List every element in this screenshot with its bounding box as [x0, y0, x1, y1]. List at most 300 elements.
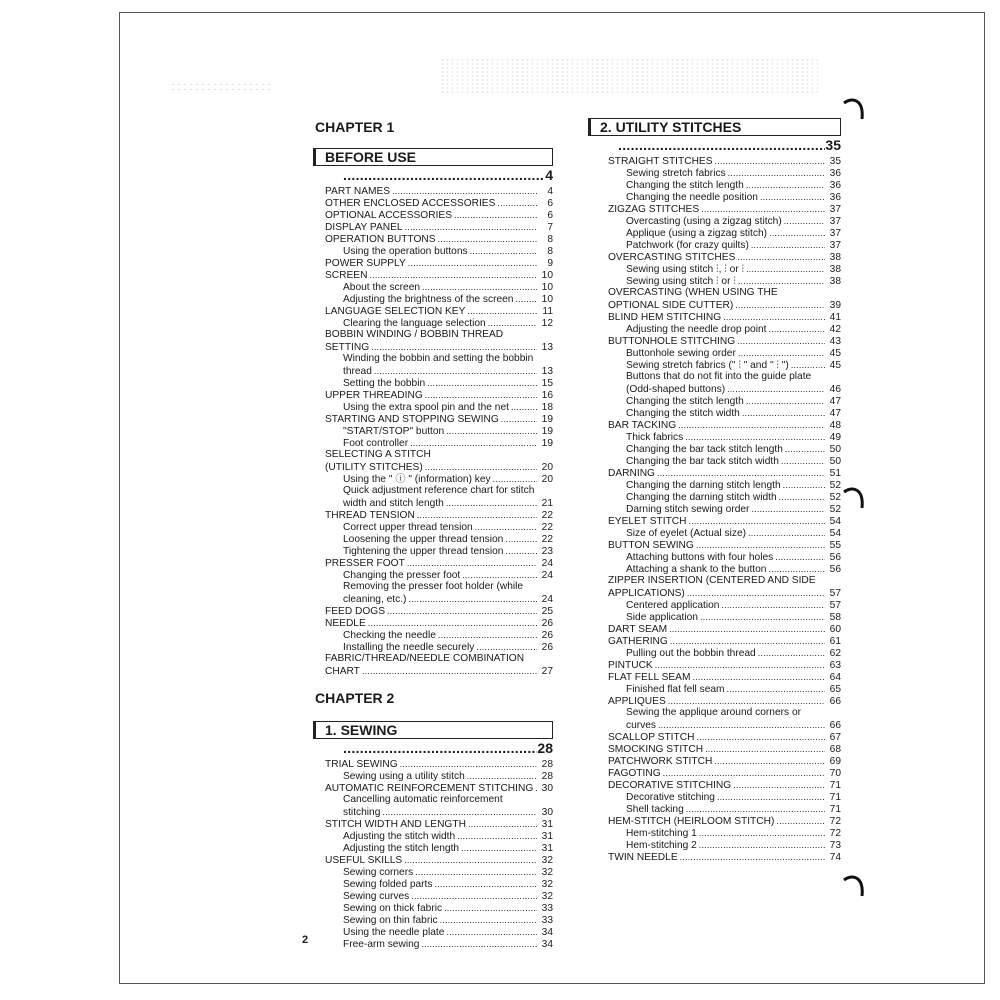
- toc-entry-title: (Odd-shaped buttons): [626, 384, 726, 395]
- toc-entry-page: 37: [829, 204, 841, 215]
- toc-entry: [588, 275, 841, 287]
- toc-entry-page: 52: [829, 504, 841, 515]
- toc-entry-title: EYELET STITCH: [608, 516, 687, 527]
- toc-entry-title: Sewing stretch fabrics: [626, 168, 726, 179]
- toc-entry-title: BLIND HEM STITCHING: [608, 312, 722, 323]
- toc-entry-page: 16: [541, 390, 553, 401]
- toc-entry: [313, 509, 553, 521]
- toc-entry-page: 52: [829, 492, 841, 503]
- toc-entry: [588, 695, 841, 707]
- toc-entry: [588, 743, 841, 755]
- toc-entry-page: 24: [541, 594, 553, 605]
- toc-entry: [313, 593, 553, 605]
- toc-entry-title: TRIAL SEWING: [325, 759, 398, 770]
- toc-entry-title: APPLICATIONS): [608, 588, 685, 599]
- toc-entry-page: 4: [547, 186, 553, 197]
- section-title: 1. SEWING: [313, 721, 553, 739]
- toc-entry-title: Applique (using a zigzag stitch): [626, 228, 768, 239]
- toc-entry-page: 68: [829, 744, 841, 755]
- toc-entry-page: 47: [829, 396, 841, 407]
- toc-entry-title: STITCH WIDTH AND LENGTH: [325, 819, 466, 830]
- toc-entry-title: Thick fabrics: [626, 432, 684, 443]
- toc-entry: [588, 431, 841, 443]
- toc-entry-page: 67: [829, 732, 841, 743]
- toc-entry-page: 39: [829, 300, 841, 311]
- toc-entry-title: SMOCKING STITCH: [608, 744, 704, 755]
- toc-entry-title: FLAT FELL SEAM: [608, 672, 691, 683]
- toc-entry-page: 19: [541, 438, 553, 449]
- toc-entry: [588, 779, 841, 791]
- toc-entry-title: SELECTING A STITCH: [325, 449, 431, 460]
- toc-entry-title: Using the needle plate: [343, 927, 445, 938]
- toc-entry-title: DARNING: [608, 468, 655, 479]
- toc-list: [588, 155, 841, 863]
- toc-entry: [588, 359, 841, 371]
- toc-entry-title: Attaching buttons with four holes: [626, 552, 774, 563]
- toc-entry-title: Size of eyelet (Actual size): [626, 528, 747, 539]
- toc-entry: [588, 155, 841, 167]
- toc-entry: [588, 215, 841, 227]
- toc-entry-title: Sewing the applique around corners or: [626, 707, 801, 718]
- toc-entry-title: SCALLOP STITCH: [608, 732, 695, 743]
- toc-entry: [313, 305, 553, 317]
- toc-entry-title: GATHERING: [608, 636, 668, 647]
- section-title: BEFORE USE: [313, 148, 553, 166]
- toc-entry-title: PART NAMES: [325, 186, 391, 197]
- toc-entry: [313, 818, 553, 830]
- toc-entry: [313, 437, 553, 449]
- toc-entry: [588, 299, 841, 311]
- toc-entry-title: Shell tacking: [626, 804, 684, 815]
- toc-entry-page: 54: [829, 516, 841, 527]
- toc-entry: [313, 377, 553, 389]
- toc-entry: [313, 389, 553, 401]
- toc-entry-page: 50: [829, 456, 841, 467]
- toc-entry-title: Tightening the upper thread tension: [343, 546, 504, 557]
- toc-entry-title: LANGUAGE SELECTION KEY: [325, 306, 466, 317]
- toc-entry-title: HEM-STITCH (HEIRLOOM STITCH): [608, 816, 775, 827]
- toc-entry: [313, 221, 553, 233]
- toc-entry-title: UPPER THREADING: [325, 390, 423, 401]
- toc-entry-page: 6: [547, 198, 553, 209]
- toc-entry-page: 73: [829, 840, 841, 851]
- toc-entry-page: 47: [829, 408, 841, 419]
- toc-entry: [588, 335, 841, 347]
- toc-entry-title: PRESSER FOOT: [325, 558, 405, 569]
- section-page-number: 35: [825, 137, 841, 153]
- toc-entry: [588, 491, 841, 503]
- dot-leader: [362, 665, 537, 678]
- toc-entry-title: OPTIONAL SIDE CUTTER): [608, 300, 734, 311]
- toc-entry-page: 8: [547, 246, 553, 257]
- toc-entry-page: 63: [829, 660, 841, 671]
- toc-entry: [588, 203, 841, 215]
- toc-entry-title: Adjusting the stitch width: [343, 831, 456, 842]
- toc-entry-title: OVERCASTING STITCHES: [608, 252, 736, 263]
- toc-entry: [313, 758, 553, 770]
- toc-entry-title: Sewing using stitch ⫶ or ⫶: [626, 276, 736, 287]
- toc-entry-title: curves: [626, 720, 657, 731]
- toc-entry: [588, 587, 841, 599]
- toc-entry-title: "START/STOP" button: [343, 426, 445, 437]
- toc-entry-title: stitching: [343, 807, 381, 818]
- toc-entry-page: 19: [541, 414, 553, 425]
- toc-entry: [588, 719, 841, 731]
- toc-entry: [588, 755, 841, 767]
- toc-entry-title: STRAIGHT STITCHES: [608, 156, 713, 167]
- toc-entry: [313, 281, 553, 293]
- section-page-line: [588, 136, 841, 155]
- toc-entry-page: 26: [541, 642, 553, 653]
- toc-entry: [588, 479, 841, 491]
- toc-entry-page: 22: [541, 522, 553, 533]
- toc-entry: [313, 341, 553, 353]
- toc-entry: [313, 617, 553, 629]
- toc-entry-page: 11: [542, 306, 553, 317]
- toc-entry-title: Overcasting (using a zigzag stitch): [626, 216, 782, 227]
- section-page-line: [313, 739, 553, 758]
- toc-entry-page: 55: [829, 540, 841, 551]
- toc-entry: [313, 782, 553, 794]
- toc-entry-title: Sewing using stitch ⫶, ⫶ or ⫶: [626, 264, 745, 275]
- toc-entry-page: 54: [829, 528, 841, 539]
- toc-entry-page: 24: [541, 570, 553, 581]
- toc-entry-title: PINTUCK: [608, 660, 653, 671]
- section-page-number: 28: [537, 740, 553, 756]
- toc-entry-page: 25: [541, 606, 553, 617]
- toc-entry-title: Sewing using a utility stitch: [343, 771, 465, 782]
- toc-entry: [313, 569, 553, 581]
- toc-entry-title: FEED DOGS: [325, 606, 386, 617]
- toc-entry-page: 72: [829, 828, 841, 839]
- toc-entry-title: Pulling out the bobbin thread: [626, 648, 756, 659]
- section-title: 2. UTILITY STITCHES: [588, 118, 841, 136]
- toc-entry-page: 60: [829, 624, 841, 635]
- toc-entry: [588, 539, 841, 551]
- toc-entry-page: 22: [541, 510, 553, 521]
- toc-entry-title: NEEDLE: [325, 618, 366, 629]
- toc-entry: [313, 557, 553, 569]
- toc-entry: [313, 497, 553, 509]
- toc-entry-page: 71: [829, 780, 841, 791]
- toc-entry-page: 27: [541, 666, 553, 677]
- toc-entry: [588, 167, 841, 179]
- toc-entry: [588, 311, 841, 323]
- toc-entry-title: THREAD TENSION: [325, 510, 415, 521]
- toc-entry-page: 28: [541, 771, 553, 782]
- toc-entry-title: Sewing folded parts: [343, 879, 433, 890]
- toc-entry: [588, 467, 841, 479]
- toc-entry-page: 19: [541, 426, 553, 437]
- toc-entry: [313, 533, 553, 545]
- toc-entry-page: 26: [541, 618, 553, 629]
- toc-entry-title: PATCHWORK STITCH: [608, 756, 713, 767]
- toc-entry-page: 50: [829, 444, 841, 455]
- toc-entry: [313, 641, 553, 653]
- toc-entry: [313, 185, 553, 197]
- toc-entry-title: OPERATION BUTTONS: [325, 234, 436, 245]
- toc-entry-title: OPTIONAL ACCESSORIES: [325, 210, 452, 221]
- toc-entry-page: 12: [541, 318, 553, 329]
- toc-entry-page: 30: [541, 807, 553, 818]
- toc-entry-page: 30: [541, 783, 553, 794]
- toc-entry-page: 57: [829, 600, 841, 611]
- toc-entry-title: Free-arm sewing: [343, 939, 420, 950]
- toc-entry-title: width and stitch length: [343, 498, 444, 509]
- toc-entry: [313, 545, 553, 557]
- toc-entry-title: Changing the stitch length: [626, 396, 744, 407]
- toc-entry-title: DART SEAM: [608, 624, 668, 635]
- toc-entry: [588, 191, 841, 203]
- toc-entry: [313, 257, 553, 269]
- scan-noise: [170, 82, 270, 92]
- toc-entry-page: 45: [829, 348, 841, 359]
- toc-entry-page: 36: [829, 192, 841, 203]
- toc-entry: [313, 413, 553, 425]
- toc-entry-page: 37: [829, 228, 841, 239]
- toc-entry-title: Quick adjustment reference chart for stitch: [343, 485, 535, 496]
- toc-entry-page: 45: [829, 360, 841, 371]
- toc-entry-title: FABRIC/THREAD/NEEDLE COMBINATION: [325, 653, 525, 664]
- toc-entry-title: BOBBIN WINDING / BOBBIN THREAD: [325, 329, 504, 340]
- toc-entry-title: cleaning, etc.): [343, 594, 407, 605]
- toc-entry: [313, 890, 553, 902]
- page-curl-icon: [842, 874, 866, 900]
- toc-entry: [588, 563, 841, 575]
- toc-entry: [588, 839, 841, 851]
- toc-entry-page: 34: [541, 939, 553, 950]
- toc-entry-page: 36: [829, 168, 841, 179]
- toc-entry-title: USEFUL SKILLS: [325, 855, 403, 866]
- toc-entry-title: Changing the stitch width: [626, 408, 740, 419]
- dot-leader: [535, 782, 537, 795]
- toc-entry-title: Foot controller: [343, 438, 409, 449]
- toc-entry: [588, 239, 841, 251]
- toc-entry-page: 21: [541, 498, 553, 509]
- toc-entry-page: 56: [829, 552, 841, 563]
- toc-entry-page: 8: [547, 234, 553, 245]
- toc-entry-title: thread: [343, 366, 372, 377]
- toc-entry-title: BAR TACKING: [608, 420, 677, 431]
- toc-entry-page: 7: [547, 222, 553, 233]
- toc-entry-title: OVERCASTING (WHEN USING THE: [608, 287, 778, 298]
- toc-entry-title: Changing the presser foot: [343, 570, 461, 581]
- toc-entry-page: 20: [541, 474, 553, 485]
- toc-entry-title: SETTING: [325, 342, 370, 353]
- toc-entry-page: 64: [829, 672, 841, 683]
- toc-entry: [588, 443, 841, 455]
- toc-entry-title: Removing the presser foot holder (while: [343, 581, 524, 592]
- toc-entry: [313, 806, 553, 818]
- toc-entry-page: 66: [829, 720, 841, 731]
- toc-entry-page: 13: [541, 342, 553, 353]
- toc-entry-title: BUTTON SEWING: [608, 540, 694, 551]
- toc-entry-title: TWIN NEEDLE: [608, 852, 678, 863]
- toc-entry-title: Side application: [626, 612, 698, 623]
- toc-entry-title: Centered application: [626, 600, 720, 611]
- toc-entry: [313, 866, 553, 878]
- toc-entry-title: Winding the bobbin and setting the bobbin: [343, 353, 534, 364]
- toc-entry: [313, 401, 553, 413]
- toc-entry: [313, 233, 553, 245]
- page-curl-icon: [842, 97, 866, 123]
- toc-entry-title: Changing the bar tack stitch length: [626, 444, 783, 455]
- toc-entry: [588, 803, 841, 815]
- toc-list: [313, 185, 553, 677]
- toc-entry: [313, 521, 553, 533]
- toc-entry: [313, 461, 553, 473]
- toc-entry: [588, 395, 841, 407]
- toc-entry: [313, 245, 553, 257]
- toc-entry-page: 10: [541, 294, 553, 305]
- toc-entry-page: 65: [829, 684, 841, 695]
- page-number: 2: [302, 934, 309, 946]
- dot-leader: [680, 851, 825, 864]
- toc-entry-page: 18: [541, 402, 553, 413]
- toc-list: [313, 758, 553, 950]
- toc-entry-page: 10: [541, 282, 553, 293]
- toc-entry-title: Adjusting the brightness of the screen: [343, 294, 514, 305]
- toc-entry-page: 38: [829, 264, 841, 275]
- toc-entry-title: Using the extra spool pin and the net: [343, 402, 509, 413]
- toc-entry: [313, 473, 553, 485]
- toc-entry-title: Hem-stitching 1: [626, 828, 697, 839]
- toc-entry-page: 15: [541, 378, 553, 389]
- toc-entry: [588, 515, 841, 527]
- toc-entry-page: 52: [829, 480, 841, 491]
- section-page-number: 4: [545, 167, 553, 183]
- toc-entry: [588, 179, 841, 191]
- toc-entry: [588, 599, 841, 611]
- toc-entry-title: APPLIQUES: [608, 696, 666, 707]
- toc-entry-title: Sewing curves: [343, 891, 410, 902]
- toc-entry: [588, 251, 841, 263]
- toc-entry-page: 33: [541, 903, 553, 914]
- toc-entry-title: DECORATIVE STITCHING: [608, 780, 732, 791]
- toc-entry-page: 66: [829, 696, 841, 707]
- toc-entry-title: Sewing stretch fabrics (" ⫶ " and " ⫶ "): [626, 360, 789, 371]
- toc-entry-title: Hem-stitching 2: [626, 840, 697, 851]
- toc-entry: [313, 209, 553, 221]
- toc-entry-page: 31: [541, 819, 553, 830]
- toc-entry-title: Patchwork (for crazy quilts): [626, 240, 749, 251]
- toc-entry: [313, 926, 553, 938]
- toc-entry: [588, 815, 841, 827]
- toc-entry: [313, 878, 553, 890]
- toc-entry: [313, 629, 553, 641]
- toc-entry-title: STARTING AND STOPPING SEWING: [325, 414, 499, 425]
- toc-entry-title: DISPLAY PANEL: [325, 222, 403, 233]
- toc-entry: [588, 659, 841, 671]
- toc-entry: [313, 902, 553, 914]
- toc-entry-title: Loosening the upper thread tension: [343, 534, 504, 545]
- toc-entry: [313, 365, 553, 377]
- toc-entry: [313, 317, 553, 329]
- toc-entry-page: 6: [547, 210, 553, 221]
- toc-entry-title: AUTOMATIC REINFORCEMENT STITCHING: [325, 783, 534, 794]
- toc-entry-title: FAGOTING: [608, 768, 661, 779]
- toc-entry-title: Setting the bobbin: [343, 378, 426, 389]
- toc-entry-title: OTHER ENCLOSED ACCESSORIES: [325, 198, 496, 209]
- toc-entry-page: 10: [541, 270, 553, 281]
- toc-entry-title: POWER SUPPLY: [325, 258, 406, 269]
- toc-entry-title: ZIGZAG STITCHES: [608, 204, 700, 215]
- toc-entry-page: 33: [541, 915, 553, 926]
- toc-entry-title: Decorative stitching: [626, 792, 715, 803]
- toc-entry-page: 74: [829, 852, 841, 863]
- toc-right-column: [588, 118, 841, 863]
- toc-left-column: [313, 118, 553, 950]
- toc-entry-page: 31: [541, 831, 553, 842]
- toc-entry-title: Using the " ⓘ " (information) key: [343, 474, 491, 485]
- toc-entry: [588, 623, 841, 635]
- toc-entry: [588, 635, 841, 647]
- toc-entry-title: Sewing on thick fabric: [343, 903, 443, 914]
- toc-entry-title: Darning stitch sewing order: [626, 504, 750, 515]
- toc-entry: [588, 671, 841, 683]
- toc-entry-page: 26: [541, 630, 553, 641]
- toc-entry: [313, 197, 553, 209]
- toc-entry-title: SCREEN: [325, 270, 368, 281]
- toc-entry: [588, 503, 841, 515]
- toc-entry: [313, 914, 553, 926]
- toc-entry-page: 46: [829, 384, 841, 395]
- toc-entry-page: 58: [829, 612, 841, 623]
- toc-entry: [313, 842, 553, 854]
- toc-entry: [588, 527, 841, 539]
- toc-entry-page: 57: [829, 588, 841, 599]
- toc-entry-page: 62: [829, 648, 841, 659]
- toc-entry-title: Adjusting the needle drop point: [626, 324, 767, 335]
- toc-entry-page: 48: [829, 420, 841, 431]
- toc-entry-page: 32: [541, 891, 553, 902]
- toc-entry-title: Finished flat fell seam: [626, 684, 725, 695]
- toc-entry-page: 20: [541, 462, 553, 473]
- dot-leader: [421, 938, 537, 951]
- toc-entry-page: 37: [829, 216, 841, 227]
- toc-entry-title: Checking the needle: [343, 630, 436, 641]
- toc-entry-title: Using the operation buttons: [343, 246, 468, 257]
- toc-entry-page: 42: [829, 324, 841, 335]
- toc-entry-page: 22: [541, 534, 553, 545]
- toc-entry-page: 38: [829, 276, 841, 287]
- toc-entry-title: BUTTONHOLE STITCHING: [608, 336, 736, 347]
- toc-entry-page: 36: [829, 180, 841, 191]
- toc-entry-title: CHART: [325, 666, 360, 677]
- toc-entry-title: Correct upper thread tension: [343, 522, 473, 533]
- toc-entry-title: Installing the needle securely: [343, 642, 475, 653]
- toc-entry: [313, 938, 553, 950]
- chapter-heading: CHAPTER 2: [315, 690, 395, 706]
- toc-entry-page: 31: [541, 843, 553, 854]
- toc-entry-page: 43: [829, 336, 841, 347]
- toc-entry: [313, 665, 553, 677]
- toc-entry: [588, 227, 841, 239]
- toc-entry-title: Attaching a shank to the button: [626, 564, 767, 575]
- toc-entry: [588, 647, 841, 659]
- toc-entry-page: 32: [541, 867, 553, 878]
- toc-entry: [313, 269, 553, 281]
- toc-entry-title: Changing the stitch length: [626, 180, 744, 191]
- chapter-heading: CHAPTER 1: [315, 119, 395, 135]
- toc-entry: [588, 611, 841, 623]
- toc-entry: [588, 263, 841, 275]
- toc-entry-page: 32: [541, 855, 553, 866]
- toc-entry-title: (UTILITY STITCHES): [325, 462, 423, 473]
- toc-entry-title: Cancelling automatic reinforcement: [343, 794, 503, 805]
- toc-entry-title: Changing the darning stitch length: [626, 480, 781, 491]
- toc-entry-title: Sewing on thin fabric: [343, 915, 438, 926]
